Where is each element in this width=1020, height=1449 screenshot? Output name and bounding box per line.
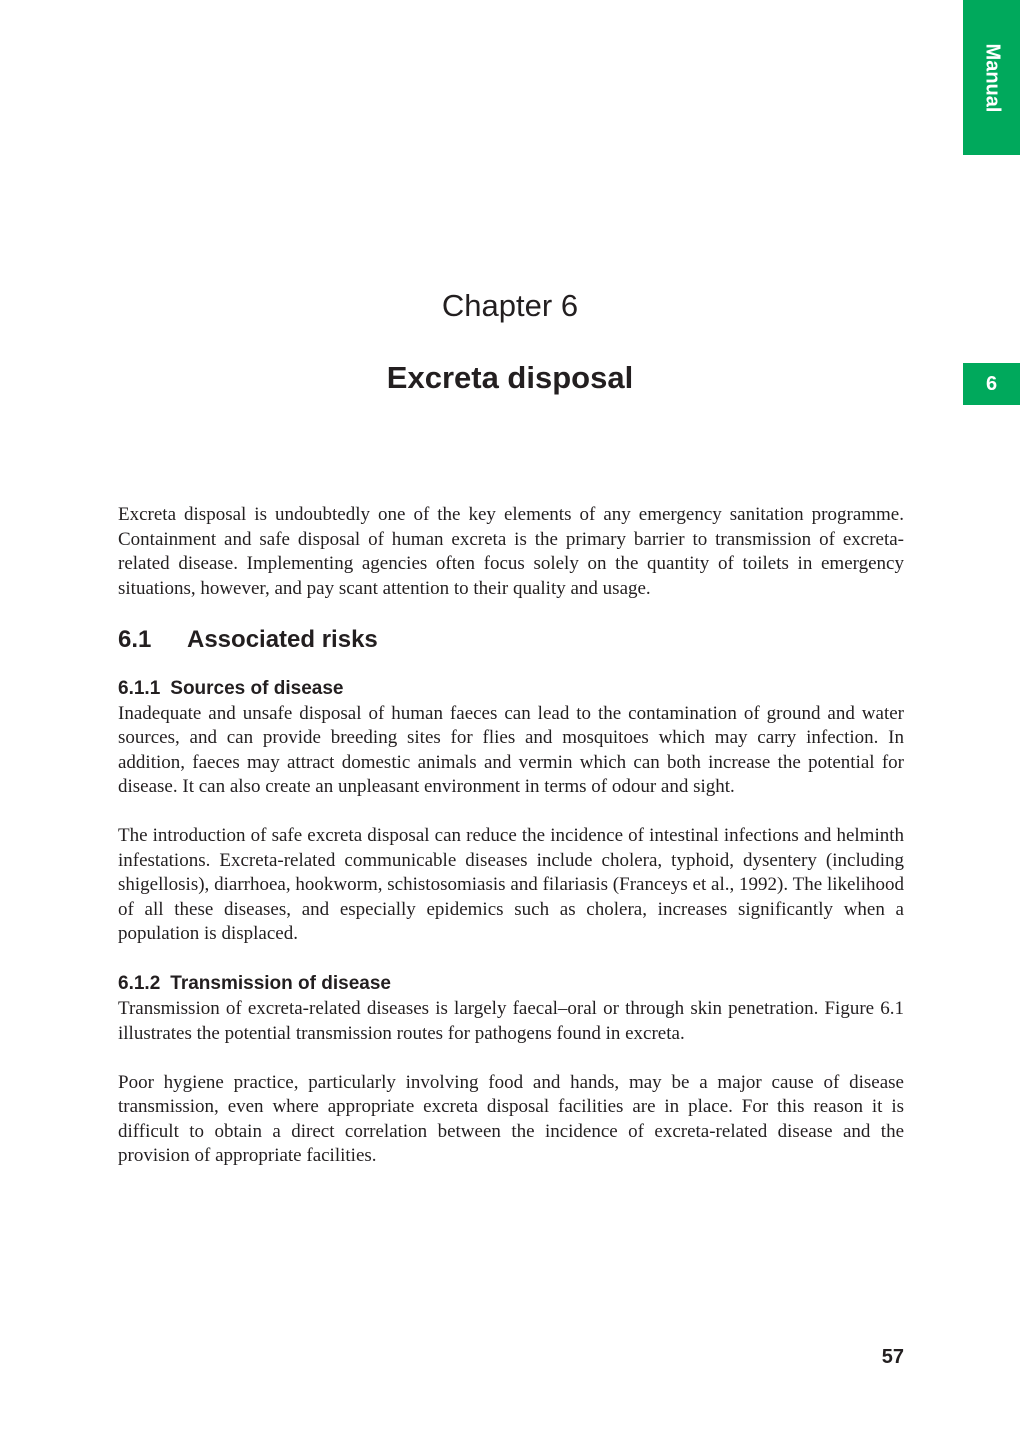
subsection-title: Sources of disease xyxy=(170,677,344,699)
subsection-title: Transmission of disease xyxy=(170,973,391,994)
subsection-number: 6.1.1 xyxy=(118,677,161,699)
page-number: 57 xyxy=(881,1346,904,1368)
section-title: Associated risks xyxy=(187,625,378,653)
paragraph: Poor hygiene practice, particularly involving food and hands, may be a major cause of disease transmission, even where appropriate excreta disposal facilities are in place. For this reason it is difficult to obtain a direct correlation between the incidence of excreta-related disease and the provision of appropriate facilities. xyxy=(118,1071,904,1166)
section-heading xyxy=(118,626,904,654)
intro-paragraph: Excreta disposal is undoubtedly one of the key elements of any emergency sanitation programme. Containment and safe disposal of human excreta is the primary barrier to transmission of excreta-related disease. Implementing agencies often focus solely on the quantity of toilets in emergency situations, however, and pay scant attention to their quality and usage. xyxy=(118,504,904,599)
chapter-label: Chapter 6 xyxy=(441,288,579,323)
section-tab xyxy=(963,0,1020,155)
chapter-title: Excreta disposal xyxy=(386,360,634,395)
paragraph: The introduction of safe excreta disposal can reduce the incidence of intestinal infections and helminth infestations. Excreta-related communicable diseases include cholera, typhoid, dysentery (including shigellosis), diarrhoea, hookworm, schistosomiasis and filariasis (Franceys et al., 1992). The likelihood of all these diseases, and especially epidemics such as cholera, increases significantly when a population is displaced. xyxy=(118,825,904,944)
subsection-heading xyxy=(118,971,904,997)
chapter-tab-number: 6 xyxy=(985,372,998,395)
subsection-heading xyxy=(118,676,904,702)
paragraph: Transmission of excreta-related diseases is largely faecal–oral or through skin penetration. Figure 6.1 illustrates the potential transmission routes for pathogens found in excreta. xyxy=(118,998,904,1044)
paragraph: Inadequate and unsafe disposal of human faeces can lead to the contamination of ground and water sources, and can provide breeding sites for flies and mosquitoes which may carry infection. In addition, faeces may attract domestic animals and vermin which can both increase the potential for disease. It can also create an unpleasant environment in terms of odour and sight. xyxy=(118,702,904,797)
body-content xyxy=(118,503,904,1193)
section-tab-label: Manual xyxy=(981,43,1003,113)
section-number: 6.1 xyxy=(118,625,152,653)
subsection-number: 6.1.2 xyxy=(118,973,161,994)
